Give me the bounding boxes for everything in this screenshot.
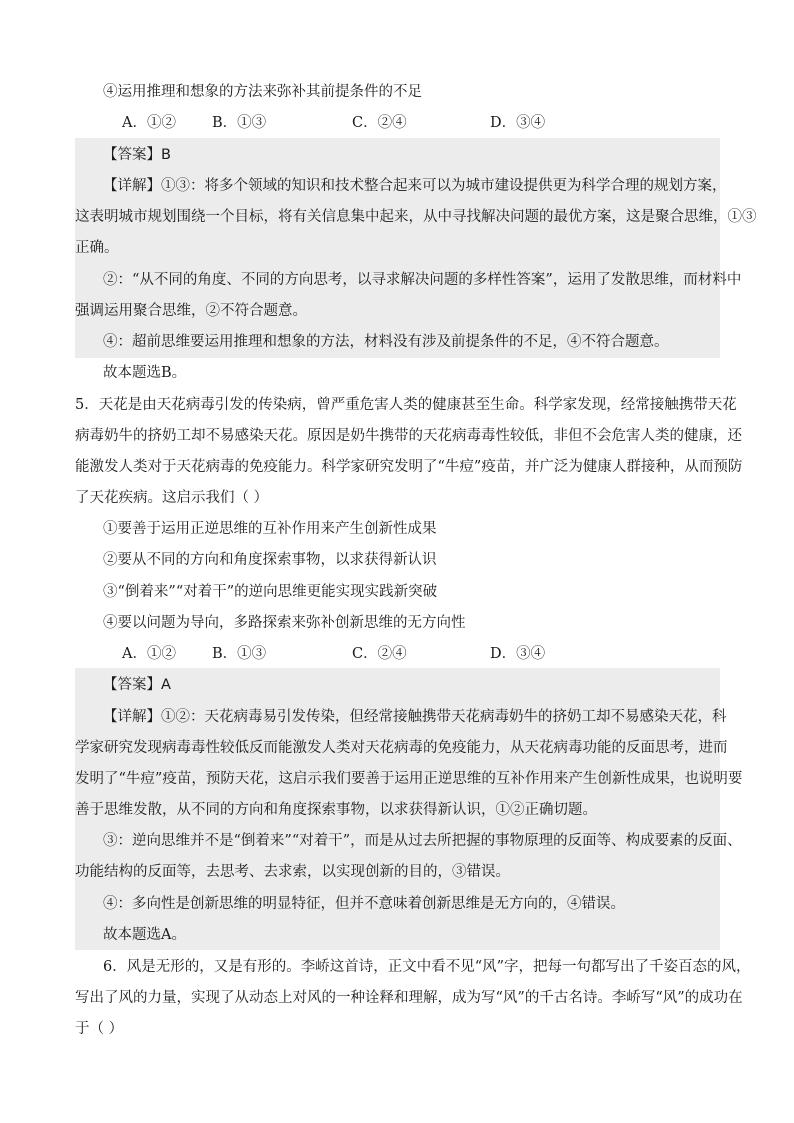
q5-option-a: A．①② (122, 646, 176, 662)
q5-conclusion: 故本题选A。 (103, 927, 186, 943)
q4-detail2-line2: 强调运用聚合思维，②不符合题意。 (75, 303, 307, 319)
q5-item3: ③“倒着来”“对着干”的逆向思维更能实现实践新突破 (103, 584, 438, 600)
q4-item4: ④运用推理和想象的方法来弥补其前提条件的不足 (103, 84, 422, 100)
q5-detail1-line3: 发明了“牛痘”疫苗，预防天花，这启示我们要善于运用正逆思维的互补作用来产生创新性成果，也说明要 (75, 771, 743, 787)
q5-item1: ①要善于运用正逆思维的互补作用来产生创新性成果 (103, 521, 437, 537)
q5-stem-line3: 能激发人类对于天花病毒的免疫能力。科学家研究发明了“牛痘”疫苗，并广泛为健康人群接种，从而预防 (75, 459, 743, 475)
q5-stem-line4: 了天花疾病。这启示我们（ ） (75, 490, 269, 506)
q4-option-c: C．②④ (352, 115, 407, 131)
q4-option-d: D．③④ (490, 115, 546, 131)
q5-answer: 【答案】A (103, 677, 171, 693)
q5-stem-line1: 5．天花是由天花病毒引发的传染病，曾严重危害人类的健康甚至生命。科学家发现，经常接触携带天花 (75, 397, 737, 413)
q6-stem-line3: 于（ ） (75, 1021, 124, 1037)
q4-detail1-line3: 正确。 (75, 240, 119, 256)
q5-detail2-line1: ③：逆向思维并不是“倒着来”“对着干”，而是从过去所把握的事物原理的反面等、构成要素的反面、 (103, 833, 742, 849)
q5-detail1-line1: 【详解】①②：天花病毒易引发传染，但经常接触携带天花病毒奶牛的挤奶工却不易感染天花，科 (103, 709, 727, 725)
q5-item2: ②要从不同的方向和角度探索事物，以求获得新认识 (103, 552, 437, 568)
q4-answer: 【答案】B (103, 147, 171, 163)
q5-stem-line2: 病毒奶牛的挤奶工却不易感染天花。原因是奶牛携带的天花病毒毒性较低，非但不会危害人类的健康，还 (75, 428, 742, 444)
q4-answer-block (75, 138, 720, 358)
q4-option-a: A．①② (122, 115, 176, 131)
q5-detail2-line2: 功能结构的反面等，去思考、去求索，以实现创新的目的，③错误。 (75, 864, 510, 880)
q4-conclusion: 故本题选B。 (103, 365, 187, 381)
q5-option-b: B．①③ (212, 646, 267, 662)
q5-detail1-line4: 善于思维发散，从不同的方向和角度探索事物，以求获得新认识，①②正确切题。 (75, 802, 597, 818)
q6-stem-line1: 6．风是无形的，又是有形的。李峤这首诗，正文中看不见“风”字，把每一句都写出了千姿百态的风， (103, 959, 751, 975)
q5-detail3: ④：多向性是创新思维的明显特征，但并不意味着创新思维是无方向的，④错误。 (103, 896, 625, 912)
q4-option-b: B．①③ (212, 115, 267, 131)
q5-option-d: D．③④ (490, 646, 546, 662)
q5-option-c: C．②④ (352, 646, 407, 662)
q5-item4: ④要以问题为导向，多路探索来弥补创新思维的无方向性 (103, 615, 466, 631)
q4-detail1-line2: 这表明城市规划围绕一个目标，将有关信息集中起来，从中寻找解决问题的最优方案，这是聚合思维，①③ (75, 209, 757, 225)
q6-stem-line2: 写出了风的力量，实现了从动态上对风的一种诠释和理解，成为写“风”的千古名诗。李峤写“风”的成功在 (75, 990, 743, 1006)
q4-detail3: ④：超前思维要运用推理和想象的方法，材料没有涉及前提条件的不足，④不符合题意。 (103, 334, 669, 350)
q4-detail1-line1: 【详解】①③：将多个领域的知识和技术整合起来可以为城市建设提供更为科学合理的规划方案， (103, 178, 727, 194)
q4-detail2-line1: ②：“从不同的角度、不同的方向思考，以寻求解决问题的多样性答案”，运用了发散思维，而材料中 (103, 272, 742, 288)
q5-detail1-line2: 学家研究发现病毒毒性较低反而能激发人类对天花病毒的免疫能力，从天花病毒功能的反面思考，进而 (75, 740, 728, 756)
